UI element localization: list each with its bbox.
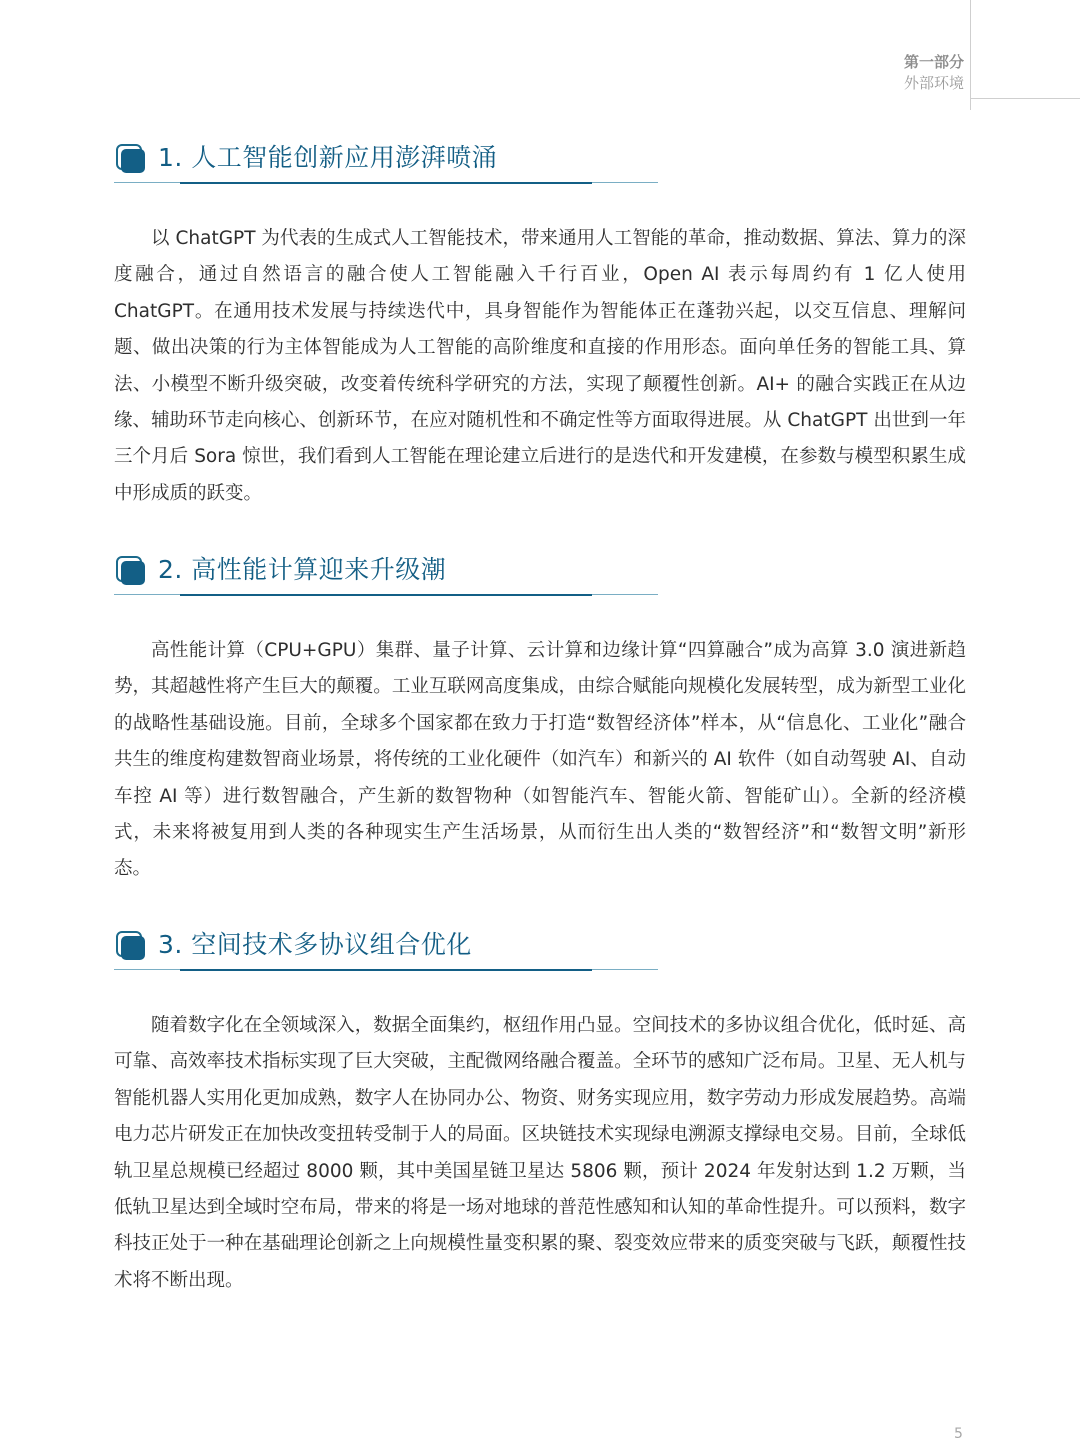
section-heading (114, 931, 674, 991)
section-heading (114, 144, 674, 204)
section-paragraph: 以 ChatGPT 为代表的生成式人工智能技术，带来通用人工智能的革命，推动数据、算法、算力的深度融合，通过自然语言的融合使人工智能融入千行百业，Open AI 表示每周约有 1 亿人使用 ChatGPT。在通用技术发展与持续迭代中，具身智能作为智能体正在蓬勃兴起，以交互信息、理解问题、做出决策的行为主体智能成为人工智能的高阶维度和直接的作用形态。面向单任务的智能工具、算法、小模型不断升级突破，改变着传统科学研究的方法，实现了颠覆性创新。AI+ 的融合实践正在从边缘、辅助环节走向核心、创新环节，在应对随机性和不确定性等方面取得进展。从 ChatGPT 出世到一年三个月后 Sora 惊世，我们看到人工智能在理论建立后进行的是迭代和开发建模，在参数与模型积累生成中形成质的跃变。 (114, 228, 966, 504)
section-paragraph: 随着数字化在全领域深入，数据全面集约，枢纽作用凸显。空间技术的多协议组合优化，低时延、高可靠、高效率技术指标实现了巨大突破，主配微网络融合覆盖。全环节的感知广泛布局。卫星、无人机与智能机器人实用化更加成熟，数字人在协同办公、物资、财务实现应用，数字劳动力形成发展趋势。高端电力芯片研发正在加快改变扭转受制于人的局面。区块链技术实现绿电溯源支撑绿电交易。目前，全球低轨卫星总规模已经超过 8000 颗，其中美国星链卫星达 5806 颗，预计 2024 年发射达到 1.2 万颗，当低轨卫星达到全域时空布局，带来的将是一场对地球的普范性感知和认知的革命性提升。可以预料，数字科技正处于一种在基础理论创新之上向规模性量变积累的聚、裂变效应带来的质变突破与飞跃，颠覆性技术将不断出现。 (114, 1015, 966, 1291)
part-header (904, 52, 964, 94)
corner-vertical-line (970, 0, 971, 110)
section-title: 3. 空间技术多协议组合优化 (158, 930, 472, 959)
section-title: 1. 人工智能创新应用澎湃喷涌 (158, 143, 498, 172)
corner-horizontal-line (970, 98, 1080, 99)
section-square-icon (116, 556, 146, 586)
page-number: 5 (954, 1426, 963, 1442)
part-title: 第一部分 (903, 53, 964, 71)
section-square-icon (116, 931, 146, 961)
section-underline-accent (180, 594, 592, 596)
section-underline-accent (180, 969, 592, 971)
section-title: 2. 高性能计算迎来升级潮 (158, 555, 447, 584)
section-square-icon (116, 144, 146, 174)
part-subtitle: 外部环境 (903, 74, 964, 92)
section-paragraph: 高性能计算（CPU+GPU）集群、量子计算、云计算和边缘计算“四算融合”成为高算 3.0 演进新趋势，其超越性将产生巨大的颠覆。工业互联网高度集成，由综合赋能向规模化发展转型，成为新型工业化的战略性基础设施。目前，全球多个国家都在致力于打造“数智经济体”样本，从“信息化、工业化”融合共生的维度构建数智商业场景，将传统的工业化硬件（如汽车）和新兴的 AI 软件（如自动驾驶 AI、自动车控 AI 等）进行数智融合，产生新的数智物种（如智能汽车、智能火箭、智能矿山）。全新的经济模式，未来将被复用到人类的各种现实生产生活场景，从而衍生出人类的“数智经济”和“数智文明”新形态。 (114, 640, 966, 880)
section-heading (114, 556, 674, 616)
section-underline-accent (180, 182, 592, 184)
